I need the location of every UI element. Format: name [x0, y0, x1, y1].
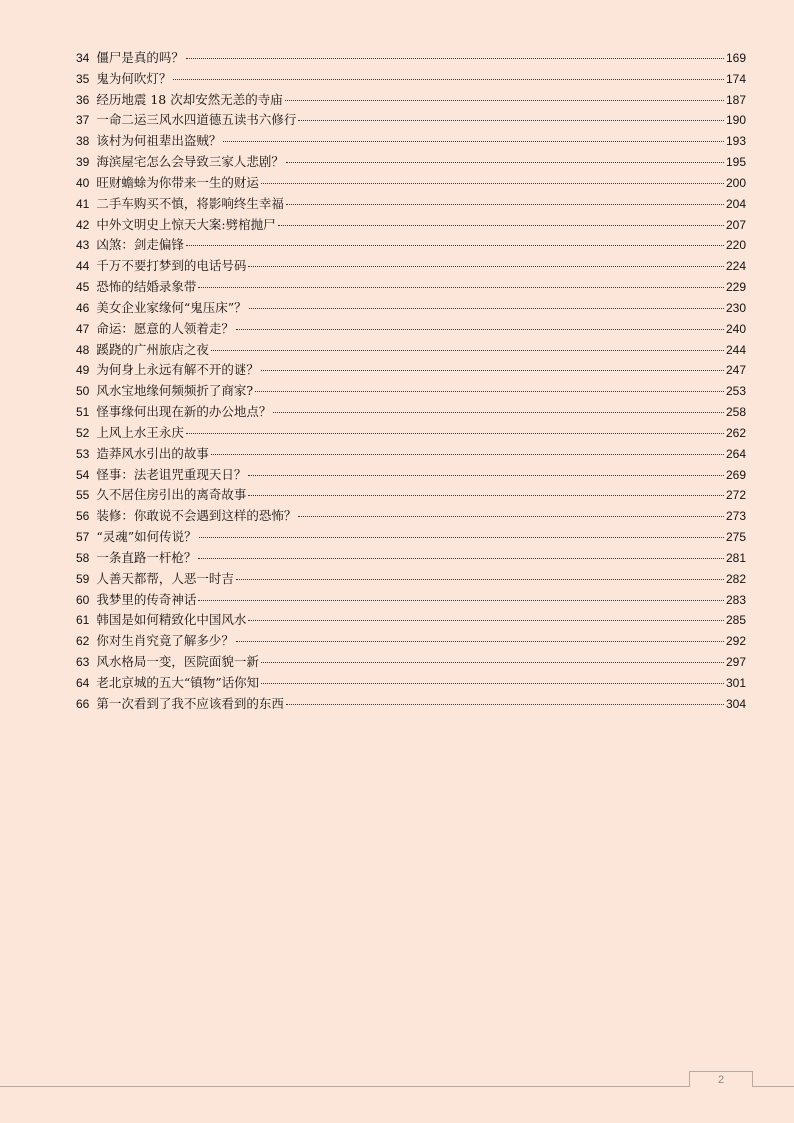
toc-entry[interactable] [76, 673, 746, 694]
toc-entry-page[interactable]: 230 [725, 300, 746, 315]
toc-entry-title[interactable]: 风水格局一变，医院面貌一新 [96, 654, 259, 670]
toc-entry-number: 46 [76, 300, 90, 315]
dot-leader [199, 537, 724, 538]
toc-entry[interactable] [76, 194, 746, 215]
toc-entry[interactable] [76, 319, 746, 340]
footer-divider [0, 1086, 794, 1087]
dot-leader [286, 704, 724, 705]
toc-entry[interactable] [76, 110, 746, 131]
toc-entry-number: 34 [76, 51, 90, 65]
toc-entry[interactable] [76, 506, 746, 527]
toc-entry[interactable] [76, 235, 746, 256]
dot-leader [255, 391, 724, 392]
toc-entry[interactable] [76, 48, 746, 69]
dot-leader [278, 225, 724, 226]
toc-entry-number: 59 [76, 571, 90, 586]
toc-entry-title[interactable]: 鬼为何吹灯？ [96, 70, 172, 86]
dot-leader [261, 683, 724, 684]
toc-entry-page[interactable]: 247 [725, 363, 746, 378]
dot-leader [286, 204, 724, 205]
toc-entry[interactable] [76, 590, 746, 611]
dot-leader [261, 370, 724, 371]
toc-entry-page[interactable]: 187 [725, 92, 746, 107]
toc-entry-page[interactable]: 229 [725, 280, 746, 295]
toc-entry-page[interactable]: 281 [725, 550, 746, 565]
toc-entry-number: 48 [76, 342, 90, 357]
toc-entry-title[interactable]: 人善天都帮，人恶一时吉 [96, 570, 234, 586]
toc-entry-number: 54 [76, 467, 90, 482]
toc-entry-title[interactable]: 我梦里的传奇神话 [96, 591, 197, 607]
toc-entry-title[interactable]: 美女企业家缘何“鬼压床”？ [96, 299, 247, 315]
toc-entry-title[interactable]: 命运：愿意的人领着走？ [96, 320, 234, 336]
toc-entry[interactable] [76, 485, 746, 506]
dot-leader [186, 58, 724, 59]
toc-entry-title[interactable]: 凶煞：剑走偏锋 [96, 237, 184, 253]
toc-entry-number: 56 [76, 509, 90, 524]
toc-entry-title[interactable]: 中外文明史上惊天大案:劈棺抛尸 [96, 216, 276, 232]
dot-leader [186, 433, 724, 434]
toc-entry-page[interactable]: 264 [725, 446, 746, 461]
toc-entry-number: 53 [76, 446, 90, 461]
toc-entry-title[interactable]: 一条直路一杆枪？ [96, 549, 197, 565]
toc-entry-page[interactable]: 301 [725, 675, 746, 690]
toc-entry-title[interactable]: 老北京城的五大“镇物”话你知 [96, 674, 260, 690]
toc-entry[interactable] [76, 256, 746, 277]
toc-entry-number: 38 [76, 134, 90, 149]
toc-entry-number: 42 [76, 217, 90, 232]
table-of-contents [76, 48, 746, 715]
dot-leader [248, 495, 724, 496]
toc-entry-number: 63 [76, 655, 90, 670]
toc-entry-page[interactable]: 272 [725, 488, 746, 503]
toc-entry-page[interactable]: 282 [725, 571, 746, 586]
dot-leader [273, 412, 724, 413]
toc-entry-title[interactable]: 该村为何祖辈出盗贼？ [96, 133, 222, 149]
toc-entry-number: 47 [76, 321, 90, 336]
toc-entry-number: 40 [76, 175, 90, 190]
dot-leader [236, 329, 724, 330]
toc-entry[interactable] [76, 215, 746, 236]
toc-entry-page[interactable]: 195 [725, 155, 746, 170]
toc-entry[interactable] [76, 381, 746, 402]
toc-entry[interactable] [76, 631, 746, 652]
toc-entry-page[interactable]: 285 [725, 613, 746, 628]
toc-entry[interactable] [76, 610, 746, 631]
dot-leader [173, 79, 724, 80]
toc-entry-title[interactable]: 旺财蟾蜍为你带来一生的财运 [96, 174, 259, 190]
toc-entry-title[interactable]: 怪事缘何出现在新的办公地点？ [96, 404, 272, 420]
toc-entry[interactable] [76, 527, 746, 548]
toc-entry-page[interactable]: 258 [725, 405, 746, 420]
toc-entry-title[interactable]: 久不居住房引出的离奇故事 [96, 487, 247, 503]
toc-entry-number: 43 [76, 238, 90, 253]
toc-entry[interactable] [76, 131, 746, 152]
dot-leader [211, 350, 724, 351]
dot-leader [298, 516, 724, 517]
dot-leader [261, 662, 724, 663]
toc-entry[interactable] [76, 360, 746, 381]
toc-entry[interactable] [76, 465, 746, 486]
toc-entry-number: 41 [76, 196, 90, 211]
toc-entry-page[interactable]: 262 [725, 425, 746, 440]
toc-entry-title[interactable]: 怪事：法老诅咒重现天日？ [96, 466, 247, 482]
toc-entry-title[interactable]: “灵魂”如何传说？ [96, 529, 197, 545]
toc-entry-number: 61 [76, 613, 90, 628]
toc-entry-page[interactable]: 204 [725, 196, 746, 211]
toc-entry-title[interactable]: 海滨屋宅怎么会导致三家人悲剧？ [96, 154, 284, 170]
toc-entry-title[interactable]: 你对生肖究竟了解多少？ [96, 633, 234, 649]
dot-leader [236, 579, 724, 580]
toc-entry-number: 55 [76, 488, 90, 503]
toc-entry[interactable] [76, 694, 746, 715]
toc-entry-page[interactable]: 220 [725, 238, 746, 253]
dot-leader [211, 454, 724, 455]
dot-leader [298, 120, 724, 121]
toc-entry-page[interactable]: 273 [725, 509, 746, 524]
toc-entry-page[interactable]: 253 [725, 384, 746, 399]
toc-entry-title[interactable]: 僵尸是真的吗？ [96, 50, 184, 65]
toc-entry-page[interactable]: 297 [725, 655, 746, 670]
toc-entry-title[interactable]: 为何身上永远有解不开的谜？ [96, 362, 259, 378]
dot-leader [248, 266, 724, 267]
dot-leader [248, 620, 724, 621]
toc-entry-number: 51 [76, 405, 90, 420]
toc-entry-number: 60 [76, 592, 90, 607]
toc-entry-page[interactable]: 200 [725, 175, 746, 190]
toc-entry-page[interactable]: 207 [725, 217, 746, 232]
toc-entry-title[interactable]: 韩国是如何精致化中国风水 [96, 612, 247, 628]
toc-entry-page[interactable]: 292 [725, 634, 746, 649]
toc-entry-page[interactable]: 269 [725, 467, 746, 482]
toc-entry-page[interactable]: 283 [725, 592, 746, 607]
dot-leader [186, 245, 724, 246]
toc-entry[interactable] [76, 69, 746, 90]
toc-entry-page[interactable]: 169 [725, 51, 746, 65]
toc-entry[interactable] [76, 444, 746, 465]
toc-entry-number: 39 [76, 155, 90, 170]
toc-entry-number: 50 [76, 384, 90, 399]
toc-entry-number: 35 [76, 71, 90, 86]
toc-entry-page[interactable]: 240 [725, 321, 746, 336]
toc-entry-title[interactable]: 第一次看到了我不应该看到的东西 [96, 695, 284, 711]
toc-entry-number: 37 [76, 113, 90, 128]
toc-entry[interactable] [76, 173, 746, 194]
dot-leader [261, 183, 724, 184]
toc-entry-title[interactable]: 上风上水王永庆 [96, 424, 184, 440]
toc-entry-page[interactable]: 224 [725, 259, 746, 274]
dot-leader [249, 308, 724, 309]
toc-entry-title[interactable]: 千万不要打梦到的电话号码 [96, 258, 247, 274]
toc-entry-number: 58 [76, 550, 90, 565]
toc-entry[interactable] [76, 277, 746, 298]
toc-entry-title[interactable]: 风水宝地缘何频频折了商家? [96, 383, 254, 399]
toc-entry-page[interactable]: 174 [725, 71, 746, 86]
toc-entry[interactable] [76, 402, 746, 423]
toc-entry[interactable] [76, 548, 746, 569]
page-number: 2 [689, 1071, 753, 1087]
toc-entry-title[interactable]: 恐怖的结婚录象带 [96, 279, 197, 295]
toc-entry-number: 49 [76, 363, 90, 378]
toc-entry-title[interactable]: 蹊跷的广州旅店之夜 [96, 341, 209, 357]
toc-entry[interactable] [76, 298, 746, 319]
toc-entry-number: 66 [76, 696, 90, 711]
toc-entry-page[interactable]: 193 [725, 134, 746, 149]
toc-entry-number: 44 [76, 259, 90, 274]
toc-entry-page[interactable]: 304 [725, 696, 746, 711]
toc-entry-page[interactable]: 190 [725, 113, 746, 128]
dot-leader [198, 558, 724, 559]
dot-leader [286, 162, 724, 163]
toc-entry-title[interactable]: 二手车购买不慎，将影响终生幸福 [96, 195, 284, 211]
dot-leader [198, 600, 724, 601]
toc-entry-title[interactable]: 一命二运三风水四道德五读书六修行 [96, 112, 297, 128]
toc-entry[interactable] [76, 152, 746, 173]
toc-entry[interactable] [76, 423, 746, 444]
toc-entry-title[interactable]: 装修：你敢说不会遇到这样的恐怖？ [96, 508, 297, 524]
toc-entry-title[interactable]: 造莽风水引出的故事 [96, 445, 209, 461]
toc-entry-number: 64 [76, 675, 90, 690]
toc-entry-number: 45 [76, 280, 90, 295]
dot-leader [223, 141, 724, 142]
toc-entry-page[interactable]: 244 [725, 342, 746, 357]
toc-entry-number: 57 [76, 530, 90, 545]
dot-leader [285, 100, 724, 101]
toc-entry[interactable] [76, 652, 746, 673]
dot-leader [248, 475, 724, 476]
toc-entry[interactable] [76, 90, 746, 111]
toc-entry[interactable] [76, 340, 746, 361]
toc-entry-number: 52 [76, 425, 90, 440]
dot-leader [198, 287, 724, 288]
toc-entry[interactable] [76, 569, 746, 590]
toc-entry-number: 62 [76, 634, 90, 649]
toc-entry-page[interactable]: 275 [725, 530, 746, 545]
toc-entry-title[interactable]: 经历地震 18 次却安然无恙的寺庙 [96, 91, 283, 107]
toc-entry-number: 36 [76, 92, 90, 107]
dot-leader [236, 641, 724, 642]
